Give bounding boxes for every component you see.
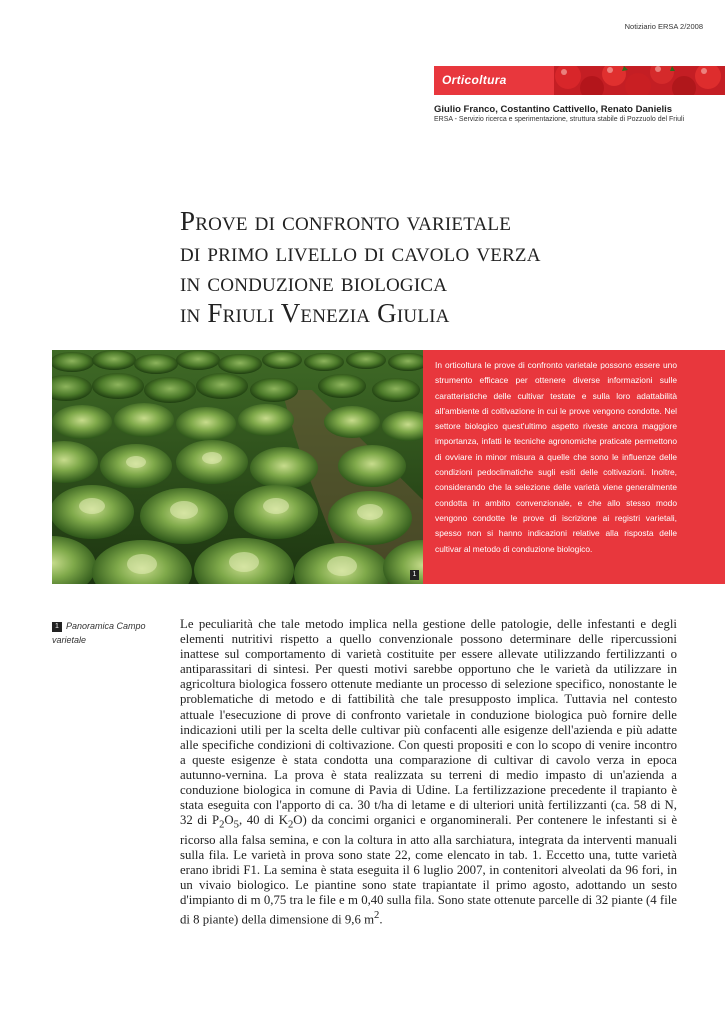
tomatoes-banner-image [554, 66, 725, 95]
title-line-2: di primo livello di cavolo verza [180, 236, 541, 267]
body-text-part-2: O) da concimi organici e organominerali. Per contenere le infestanti si è ricorso alla falsa semina, e con la coltura in atto alla sarchiatura, integrata da interventi manuali sulla fila. Le varietà in prova sono state 22, come elencato in tab. 1. Eccetto una, tutte varietà erano ibridi F1. La semina è stata eseguita il 6 luglio 2007, in contenitori alveolati da 96 fori, in un vivaio biologico. Le piantine sono state trapiantate il primo agosto, adottando un sesto d'impianto di m 0,75 tra le file e m 0,40 sulla fila. Sono state ottenute parcelle di 32 piante (4 file di 8 piante) della dimensione di 9,6 m [180, 813, 677, 927]
subscript-k2: 2 [287, 819, 294, 831]
body-text-mid: , 40 di K [238, 813, 288, 828]
body-text-o: O [224, 813, 234, 828]
subscript-o5: 5 [233, 819, 239, 831]
journal-header: Notiziario ERSA 2/2008 [624, 22, 703, 31]
subscript-p2: 2 [219, 819, 225, 831]
body-text-part-1: Le peculiarità che tale metodo implica nella gestione delle patologie, delle infestanti e degli elementi nutritivi rispetto a quello convenzionale possono determinare delle ripercussioni inattese sul comportamento di varietà costituite per essere allevate utilizzando fertilizzanti o antiparassitari di sintesi. Per questi motivi sarebbe opportuno che le varietà da utilizzare in agricoltura biologica fossero ottenute mediante un processo di selezione specifico, nonostante le problematiche di metodo e di fattibilità che tale presupposto implica. Tuttavia nel contesto attuale l'esecuzione di prove di confronto varietale in conduzione biologica può fornire delle indicazioni utili per la scelta delle cultivar più confacenti alle esigenze dell'azienda e più adatte alle specifiche condizioni di coltivazione. Con questi propositi e con lo scopo di venire incontro a queste esigenze è stata condotta una comparazione di cultivar di cavolo verza in epoca autunno-vernina. La prova è stata realizzata su terreni di medio impasto di un'azienda a conduzione biologica in comune di Pavia di Udine. La fertilizzazione precedente il trapianto è stata eseguita con l'apporto di ca. 30 t/ha di letame e di ulteriori unità fertilizzanti (ca. 58 di N, 32 di P [180, 617, 677, 828]
title-line-3: in conduzione biologica [180, 267, 448, 297]
article-title [180, 206, 680, 328]
section-label: Orticoltura [442, 73, 507, 87]
title-line-4: in Friuli Venezia Giulia [180, 297, 450, 328]
caption-text: Panoramica Campo varietale [52, 621, 146, 645]
photo-number-badge: 1 [410, 570, 419, 580]
body-text-end: . [379, 912, 383, 927]
authors: Giulio Franco, Costantino Cattivello, Renato Danielis [434, 104, 673, 115]
caption-number: 1 [52, 622, 62, 632]
cabbage-field-photo [52, 350, 423, 584]
abstract-text: In orticoltura le prove di confronto varietale possono essere uno strumento efficace per ottenere diverse informazioni sulle caratteristiche delle cultivar testate e sulla loro adattabilità all'ambiente di coltivazione in cui le prove vengono condotte. Nel settore biologico quest'ultimo aspetto riveste ancora maggiore importanza, infatti le tecniche agronomiche praticate permettono di ovviare in minor misura a quelle che sono le influenze delle condizioni pedoclimatiche sugli esiti delle coltivazioni. Inoltre, considerando che la selezione delle varietà viene generalmente condotta in ambito convenzionale, e che allo stesso modo vengono condotte le prove di iscrizione ai registri varietali, spesso non si hanno indicazioni relative alla risposta delle cultivar al metodo di conduzione biologico. [435, 360, 677, 554]
cabbage-field-image [52, 350, 423, 584]
title-line-1: Prove di confronto varietale [180, 206, 512, 236]
figure-caption [52, 619, 162, 647]
abstract-box [423, 350, 725, 584]
body-text [180, 617, 677, 928]
section-band [434, 66, 725, 95]
affiliation: ERSA - Servizio ricerca e sperimentazione, struttura stabile di Pozzuolo del Friuli [434, 116, 685, 123]
superscript-m2: 2 [374, 910, 380, 922]
